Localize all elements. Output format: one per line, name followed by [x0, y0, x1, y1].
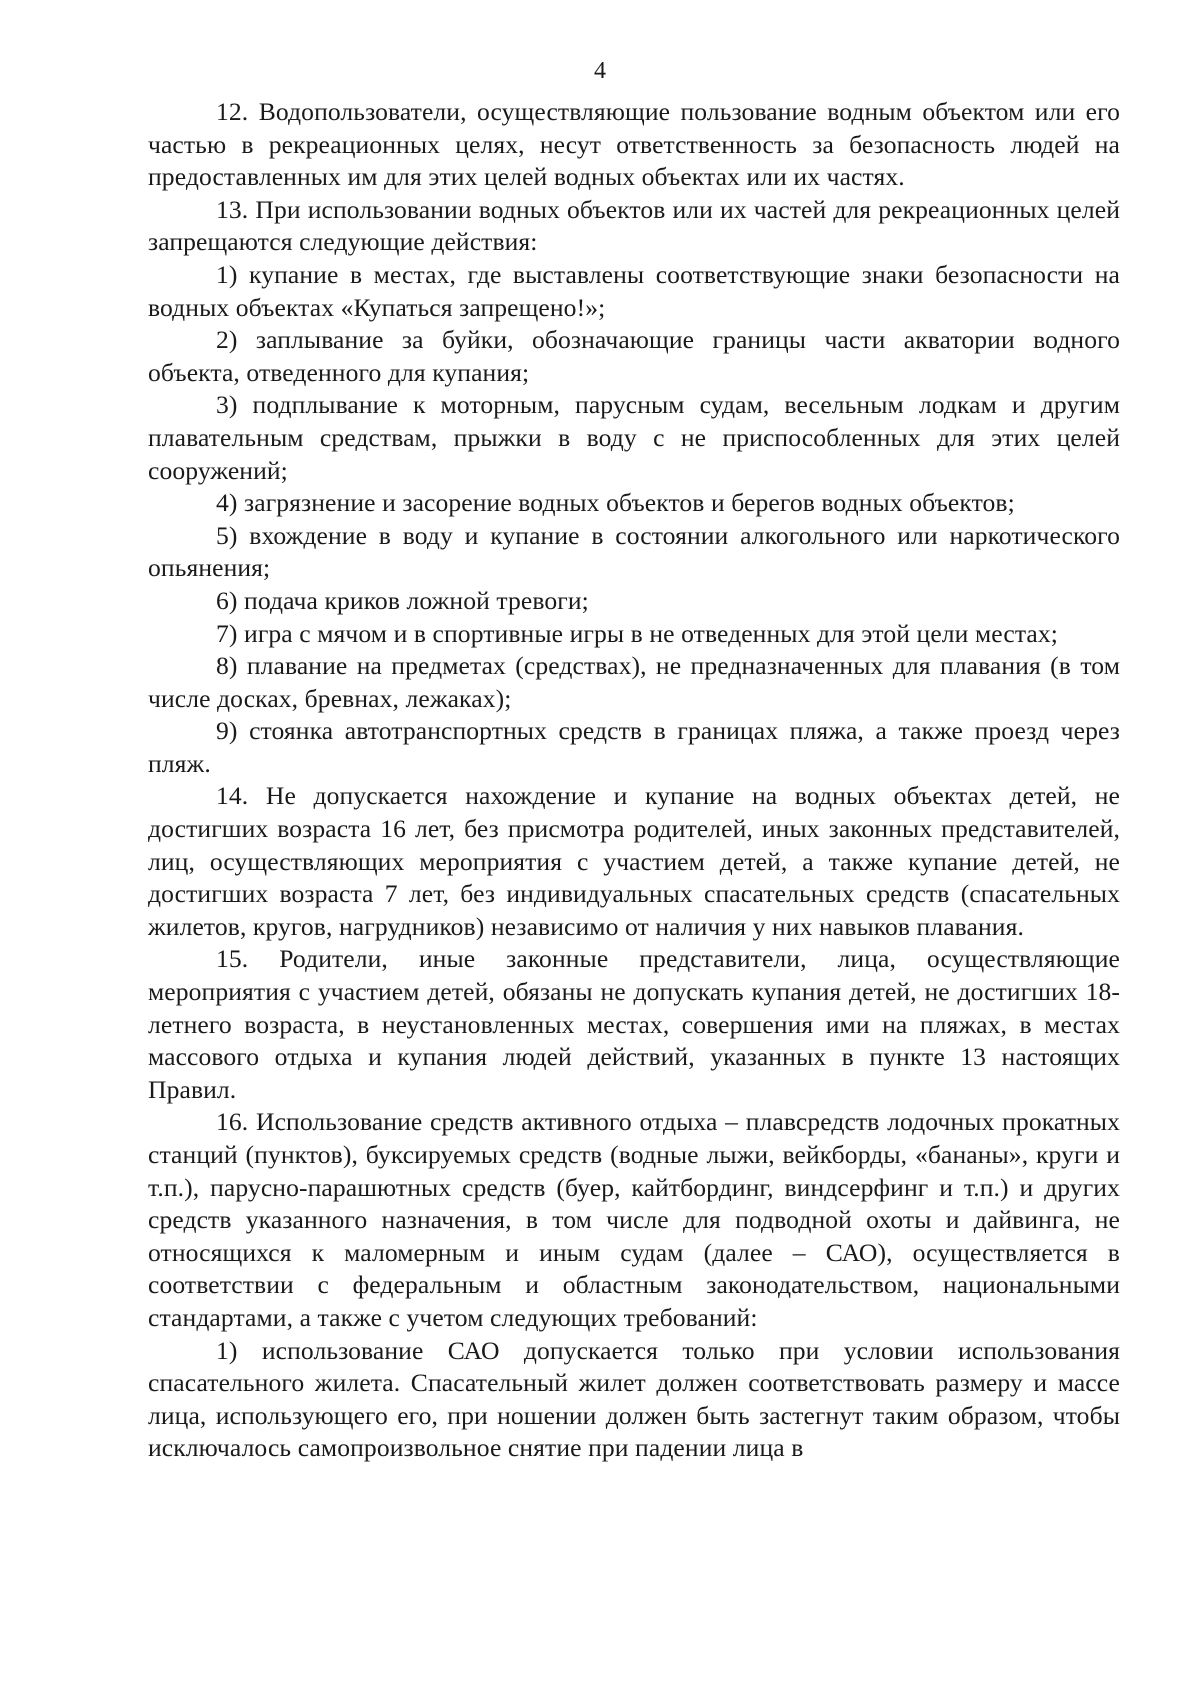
document-body — [148, 96, 1120, 1465]
paragraph-13-item-5: 5) вхождение в воду и купание в состоянии алкогольного или наркотического опьянения; — [148, 520, 1120, 583]
paragraph-13-item-2: 2) заплывание за буйки, обозначающие границы части акватории водного объекта, отведенного для купания; — [148, 325, 1120, 387]
paragraph-16: 16. Использование средств активного отдыха – плавсредств лодочных прокатных станций (пунктов), буксируемых средств (водные лыжи, вейкборды, «бананы», круги и т.п.), парусно-парашютных средств (буер, кайтбординг, виндсерфинг и т.п.) и других средств указанного назначения, в том числе для подводной охоты и дайвинга, не относящихся к маломерным и иным судам (далее – САО), осуществляется в соответствии с федеральным и областным законодательством, национальными стандартами, а также с учетом следующих требований: — [148, 1107, 1120, 1332]
paragraph-13-item-6: 6) подача криков ложной тревоги; — [216, 585, 589, 615]
paragraph-13: 13. При использовании водных объектов или их частей для рекреационных целей запрещаются следующие действия: — [148, 194, 1120, 257]
paragraph-13-item-3: 3) подплывание к моторным, парусным судам, весельным лодкам и другим плавательным средствам, прыжки в воду с не приспособленных для этих целей сооружений; — [148, 390, 1120, 485]
paragraph-14: 14. Не допускается нахождение и купание на водных объектах детей, не достигших возраста 16 лет, без присмотра родителей, иных законных представителей, лиц, осуществляющих мероприятия с участием детей, а также купание детей, не достигших возраста 7 лет, без индивидуальных спасательных средств (спасательных жилетов, кругов, нагрудников) независимо от наличия у них навыков плавания. — [148, 781, 1120, 941]
paragraph-13-item-1: 1) купание в местах, где выставлены соответствующие знаки безопасности на водных объектах «Купаться запрещено!»; — [148, 259, 1120, 322]
paragraph-15: 15. Родители, иные законные представители, лица, осуществляющие мероприятия с участием детей, обязаны не допускать купания детей, не достигших 18-летнего возраста, в неустановленных местах, совершения ими на пляжах, в местах массового отдыха и купания людей действий, указанных в пункте 13 настоящих Правил. — [148, 944, 1120, 1104]
paragraph-13-item-4: 4) загрязнение и засорение водных объектов и берегов водных объектов; — [216, 488, 1015, 518]
paragraph-13-item-8: 8) плавание на предметах (средствах), не предназначенных для плавания (в том числе досках, бревнах, лежаках); — [148, 651, 1120, 713]
paragraph-13-item-7: 7) игра с мячом и в спортивные игры в не отведенных для этой цели местах; — [216, 618, 1058, 648]
paragraph-13-item-9: 9) стоянка автотранспортных средств в границах пляжа, а также проезд через пляж. — [148, 716, 1120, 778]
page-number: 4 — [594, 58, 606, 84]
paragraph-16-item-1: 1) использование САО допускается только при условии использования спасательного жилета. Спасательный жилет должен соответствовать размеру и массе лица, использующего его, при ношении должен быть застегнут таким образом, чтобы исключалось самопроизвольное снятие при падении лица в — [148, 1335, 1120, 1463]
paragraph-12: 12. Водопользователи, осуществляющие пользование водным объектом или его частью в рекреационных целях, несут ответственность за безопасность людей на предоставленных им для этих целей водных объектах или их частях. — [148, 97, 1120, 192]
